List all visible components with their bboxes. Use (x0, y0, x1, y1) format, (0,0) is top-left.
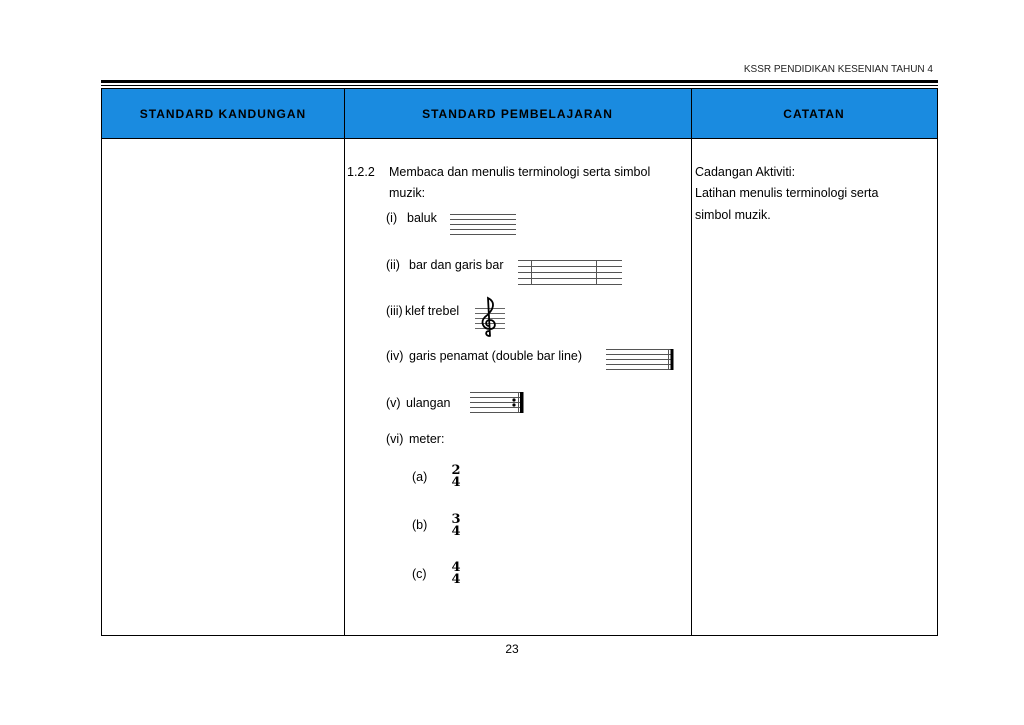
meter-label-c: (c) (412, 567, 427, 581)
item-number-ii: (ii) (386, 258, 400, 272)
column-header-standard-pembelajaran: STANDARD PEMBELAJARAN (422, 107, 613, 121)
notes-line-3: simbol muzik. (695, 208, 771, 222)
item-label-garis-penamat: garis penamat (double bar line) (409, 349, 583, 363)
item-number-iii: (iii) (386, 304, 403, 318)
learning-standard-line-2: muzik: (389, 186, 426, 200)
page-number: 23 (505, 642, 519, 656)
page-header-title: KSSR PENDIDIKAN KESENIAN TAHUN 4 (743, 64, 933, 75)
item-label-bar-dan-garis-bar: bar dan garis bar (409, 258, 504, 272)
column-divider-2 (691, 89, 692, 635)
learning-standard-number: 1.2.2 (347, 165, 375, 179)
notes-line-2: Latihan menulis terminologi serta (695, 186, 879, 200)
item-number-v: (v) (386, 396, 401, 410)
item-number-iv: (iv) (386, 349, 404, 363)
barline-icon (518, 256, 622, 286)
item-number-vi: (vi) (386, 432, 404, 446)
item-label-ulangan: ulangan (406, 396, 451, 410)
table-header-row (102, 89, 937, 139)
double-barline-icon (606, 346, 674, 372)
staff-icon (450, 211, 516, 237)
column-header-catatan: CATATAN (783, 107, 845, 121)
column-divider-1 (344, 89, 345, 635)
item-label-meter: meter: (409, 432, 445, 446)
notes-line-1: Cadangan Aktiviti: (695, 165, 796, 179)
meter-label-a: (a) (412, 470, 428, 484)
treble-clef-icon (473, 296, 507, 338)
time-signature-4-4: 4 4 (451, 560, 461, 587)
time-signature-3-4: 3 4 (451, 512, 461, 539)
header-rule-thick (101, 80, 938, 83)
repeat-sign-icon (470, 389, 524, 417)
header-rule-thin (101, 85, 938, 86)
item-label-baluk: baluk (407, 211, 437, 225)
meter-label-b: (b) (412, 518, 428, 532)
item-label-klef-trebel: klef trebel (405, 304, 460, 318)
learning-standard-line-1: Membaca dan menulis terminologi serta simbol (389, 165, 651, 179)
column-header-standard-kandungan: STANDARD KANDUNGAN (139, 107, 307, 121)
item-number-i: (i) (386, 211, 398, 225)
time-signature-2-4: 2 4 (451, 463, 461, 490)
